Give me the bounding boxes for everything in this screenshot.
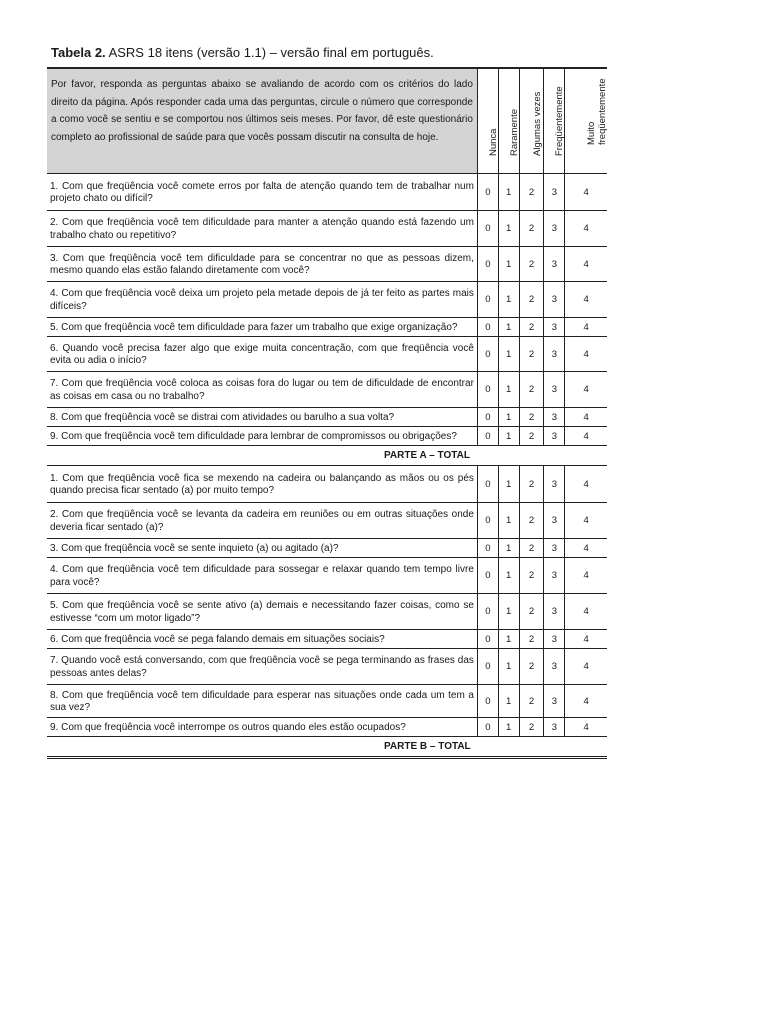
rating-option[interactable]: 1 xyxy=(499,372,520,407)
rating-option[interactable]: 3 xyxy=(544,318,565,336)
rating-option[interactable]: 2 xyxy=(520,594,545,629)
rating-option[interactable]: 1 xyxy=(499,594,520,629)
rating-option[interactable]: 0 xyxy=(478,372,499,407)
question-text: 4. Com que freqüência você tem dificuldade para sossegar e relaxar quando tem tempo livre para você? xyxy=(47,558,478,593)
rating-option[interactable]: 4 xyxy=(583,384,589,395)
rating-option[interactable]: 1 xyxy=(499,427,520,445)
question-row xyxy=(47,427,607,446)
rating-option[interactable]: 0 xyxy=(478,211,499,246)
rating-option[interactable]: 2 xyxy=(520,427,545,445)
instructions-cell: Por favor, responda as perguntas abaixo se avaliando de acordo com os critérios do lado direito da página. Após responder cada uma das perguntas, circule o número que corresponde a como você se sentiu e se comportou nos últimos seis meses. Por favor, dê este questionário completo ao profissional de saúde para que vocês possam discutir na consulta de hoje. xyxy=(47,69,478,173)
rating-option[interactable]: 3 xyxy=(544,718,565,736)
rating-option[interactable]: 4 xyxy=(583,186,589,198)
question-row xyxy=(47,685,607,718)
rating-option[interactable]: 3 xyxy=(544,372,565,407)
question-text: 1. Com que freqüência você fica se mexendo na cadeira ou balançando as mãos ou os pés quando precisa ficar sentado (a) por muito tempo? xyxy=(47,466,478,502)
question-text: 7. Quando você está conversando, com que freqüência você se pega terminando as frases das pessoas antes delas? xyxy=(47,649,478,684)
rating-option[interactable]: 1 xyxy=(499,408,520,426)
rating-option[interactable]: 0 xyxy=(478,408,499,426)
question-text: 9. Com que freqüência você interrompe os outros quando eles estão ocupados? xyxy=(47,718,478,736)
rating-option[interactable]: 2 xyxy=(520,337,545,371)
question-row xyxy=(47,372,607,408)
question-text: 9. Com que freqüência você tem dificuldade para lembrar de compromissos ou obrigações? xyxy=(47,427,478,445)
question-row xyxy=(47,466,607,503)
rating-option[interactable]: 1 xyxy=(499,558,520,593)
column-header-cell xyxy=(499,69,520,173)
rating-option[interactable]: 0 xyxy=(478,539,499,557)
table-title-text: ASRS 18 itens (versão 1.1) – versão final em português. xyxy=(105,45,434,60)
rating-option[interactable]: 0 xyxy=(478,337,499,371)
column-header-often: Freqüentemente xyxy=(554,86,566,156)
rating-option[interactable]: 2 xyxy=(520,649,545,684)
rating-option[interactable]: 1 xyxy=(499,211,520,246)
rating-option[interactable]: 1 xyxy=(499,630,520,648)
column-header-very-often: Muito freqüentemente xyxy=(586,78,609,145)
rating-option[interactable]: 0 xyxy=(478,685,499,717)
rating-option[interactable]: 3 xyxy=(544,247,565,281)
rating-option[interactable]: 4 xyxy=(583,294,589,305)
question-text: 8. Com que freqüência você se distrai com atividades ou barulho a sua volta? xyxy=(47,408,478,426)
rating-option[interactable]: 0 xyxy=(478,718,499,736)
table-title xyxy=(51,45,434,61)
question-row xyxy=(47,282,607,318)
rating-option[interactable]: 3 xyxy=(544,211,565,246)
column-header-cell xyxy=(478,69,499,173)
rating-option[interactable]: 3 xyxy=(544,408,565,426)
question-row xyxy=(47,503,607,539)
question-text: 7. Com que freqüência você coloca as coisas fora do lugar ou tem de dificuldade de encontrar as coisas em casa ou no trabalho? xyxy=(47,372,478,407)
rating-option[interactable]: 1 xyxy=(499,685,520,717)
rating-option[interactable]: 0 xyxy=(478,558,499,593)
rating-option[interactable]: 1 xyxy=(499,649,520,684)
rating-option[interactable]: 0 xyxy=(478,466,499,502)
rating-option[interactable]: 2 xyxy=(520,718,545,736)
rating-option[interactable]: 2 xyxy=(520,174,545,210)
part-b-total-label: PARTE B – TOTAL xyxy=(384,741,471,752)
rating-option[interactable]: 0 xyxy=(478,649,499,684)
question-row xyxy=(47,211,607,247)
rating-option[interactable]: 2 xyxy=(520,408,545,426)
rating-option[interactable]: 1 xyxy=(499,318,520,336)
rating-option[interactable]: 2 xyxy=(520,372,545,407)
question-text: 8. Com que freqüência você tem dificuldade para esperar nas situações onde cada um tem a sua vez? xyxy=(47,685,478,717)
question-row xyxy=(47,337,607,372)
part-a-rows xyxy=(47,174,607,446)
part-a-total-label: PARTE A – TOTAL xyxy=(384,450,470,461)
part-b-rows xyxy=(47,466,607,737)
column-header-cell xyxy=(520,69,545,173)
rating-option[interactable]: 4 xyxy=(583,721,589,733)
rating-option[interactable]: 3 xyxy=(544,594,565,629)
rating-option[interactable]: 3 xyxy=(544,630,565,648)
rating-option[interactable]: 2 xyxy=(520,282,545,317)
table-title-number: Tabela 2. xyxy=(51,45,106,60)
rating-option[interactable]: 4 xyxy=(583,633,589,645)
rating-option[interactable]: 1 xyxy=(499,718,520,736)
rating-option[interactable]: 4 xyxy=(583,348,589,360)
question-row xyxy=(47,174,607,211)
rating-option[interactable]: 4 xyxy=(583,411,589,423)
question-text: 3. Com que freqüência você tem dificuldade para se concentrar no que as pessoas dizem, mesmo quando elas estão falando diretamente com você? xyxy=(47,247,478,281)
rating-option[interactable]: 3 xyxy=(544,282,565,317)
rating-option[interactable]: 4 xyxy=(583,258,589,270)
rating-option[interactable]: 3 xyxy=(544,174,565,210)
rating-option[interactable]: 2 xyxy=(520,503,545,538)
asrs-table xyxy=(47,67,607,759)
column-header-cell xyxy=(544,69,565,173)
column-header-rarely: Raramente xyxy=(508,109,520,156)
rating-option[interactable]: 1 xyxy=(499,539,520,557)
rating-option[interactable]: 4 xyxy=(583,430,589,442)
question-text: 4. Com que freqüência você deixa um projeto pela metade depois de já ter feito as partes mais difíceis? xyxy=(47,282,478,317)
question-row xyxy=(47,649,607,685)
rating-option[interactable]: 0 xyxy=(478,427,499,445)
rating-option[interactable]: 0 xyxy=(478,247,499,281)
question-row xyxy=(47,630,607,649)
rating-option[interactable]: 2 xyxy=(520,466,545,502)
rating-option[interactable]: 0 xyxy=(478,282,499,317)
question-text: 5. Com que freqüência você tem dificuldade para fazer um trabalho que exige organização? xyxy=(47,318,478,336)
rating-option[interactable]: 3 xyxy=(544,466,565,502)
rating-option[interactable]: 0 xyxy=(478,594,499,629)
rating-option[interactable]: 4 xyxy=(583,478,589,490)
column-header-never: Nunca xyxy=(487,128,499,156)
rating-option[interactable]: 1 xyxy=(499,337,520,371)
question-row xyxy=(47,247,607,282)
rating-option[interactable]: 3 xyxy=(544,503,565,538)
rating-option[interactable]: 0 xyxy=(478,174,499,210)
rating-option[interactable]: 2 xyxy=(520,539,545,557)
question-row xyxy=(47,718,607,737)
rating-option[interactable]: 3 xyxy=(544,539,565,557)
question-row xyxy=(47,539,607,558)
rating-option[interactable]: 4 xyxy=(583,542,589,554)
rating-option[interactable]: 1 xyxy=(499,466,520,502)
question-text: 2. Com que freqüência você tem dificuldade para manter a atenção quando está fazendo um trabalho chato ou repetitivo? xyxy=(47,211,478,246)
rating-option[interactable]: 2 xyxy=(520,318,545,336)
rating-option[interactable]: 0 xyxy=(478,503,499,538)
rating-option[interactable]: 1 xyxy=(499,282,520,317)
question-row xyxy=(47,408,607,427)
rating-option[interactable]: 2 xyxy=(520,247,545,281)
rating-option[interactable]: 1 xyxy=(499,174,520,210)
rating-option[interactable]: 2 xyxy=(520,630,545,648)
rating-option[interactable]: 3 xyxy=(544,558,565,593)
question-text: 2. Com que freqüência você se levanta da cadeira em reuniões ou em outras situações onde deveria ficar sentado (a)? xyxy=(47,503,478,538)
question-row xyxy=(47,558,607,594)
rating-option[interactable]: 2 xyxy=(520,685,545,717)
rating-option[interactable]: 0 xyxy=(478,630,499,648)
question-row xyxy=(47,318,607,337)
rating-option[interactable]: 3 xyxy=(544,337,565,371)
rating-option[interactable]: 4 xyxy=(583,223,589,234)
rating-option[interactable]: 4 xyxy=(583,661,589,672)
rating-option[interactable]: 4 xyxy=(583,695,589,707)
part-b-total-row xyxy=(47,737,607,759)
rating-option[interactable]: 1 xyxy=(499,247,520,281)
rating-option[interactable]: 3 xyxy=(544,427,565,445)
rating-option[interactable]: 1 xyxy=(499,503,520,538)
rating-option[interactable]: 3 xyxy=(544,685,565,717)
column-header-sometimes: Algumas vezes xyxy=(531,91,543,156)
rating-option[interactable]: 4 xyxy=(583,570,589,581)
table-header xyxy=(47,67,607,174)
rating-option[interactable]: 0 xyxy=(478,318,499,336)
rating-option[interactable]: 3 xyxy=(544,649,565,684)
question-text: 6. Com que freqüência você se pega falando demais em situações sociais? xyxy=(47,630,478,648)
question-text: 3. Com que freqüência você se sente inquieto (a) ou agitado (a)? xyxy=(47,539,478,557)
rating-option[interactable]: 4 xyxy=(583,606,589,617)
column-header-cell xyxy=(565,69,607,173)
question-row xyxy=(47,594,607,630)
rating-option[interactable]: 4 xyxy=(583,321,589,333)
question-text: 5. Com que freqüência você se sente ativo (a) demais e necessitando fazer coisas, como se estivesse “com um motor ligado”? xyxy=(47,594,478,629)
question-text: 6. Quando você precisa fazer algo que exige muita concentração, com que freqüência você evita ou adia o início? xyxy=(47,337,478,371)
rating-option[interactable]: 4 xyxy=(583,515,589,526)
rating-option[interactable]: 2 xyxy=(520,558,545,593)
part-a-total-row xyxy=(47,446,607,466)
question-text: 1. Com que freqüência você comete erros por falta de atenção quando tem de trabalhar num projeto chato ou difícil? xyxy=(47,174,478,210)
rating-option[interactable]: 2 xyxy=(520,211,545,246)
